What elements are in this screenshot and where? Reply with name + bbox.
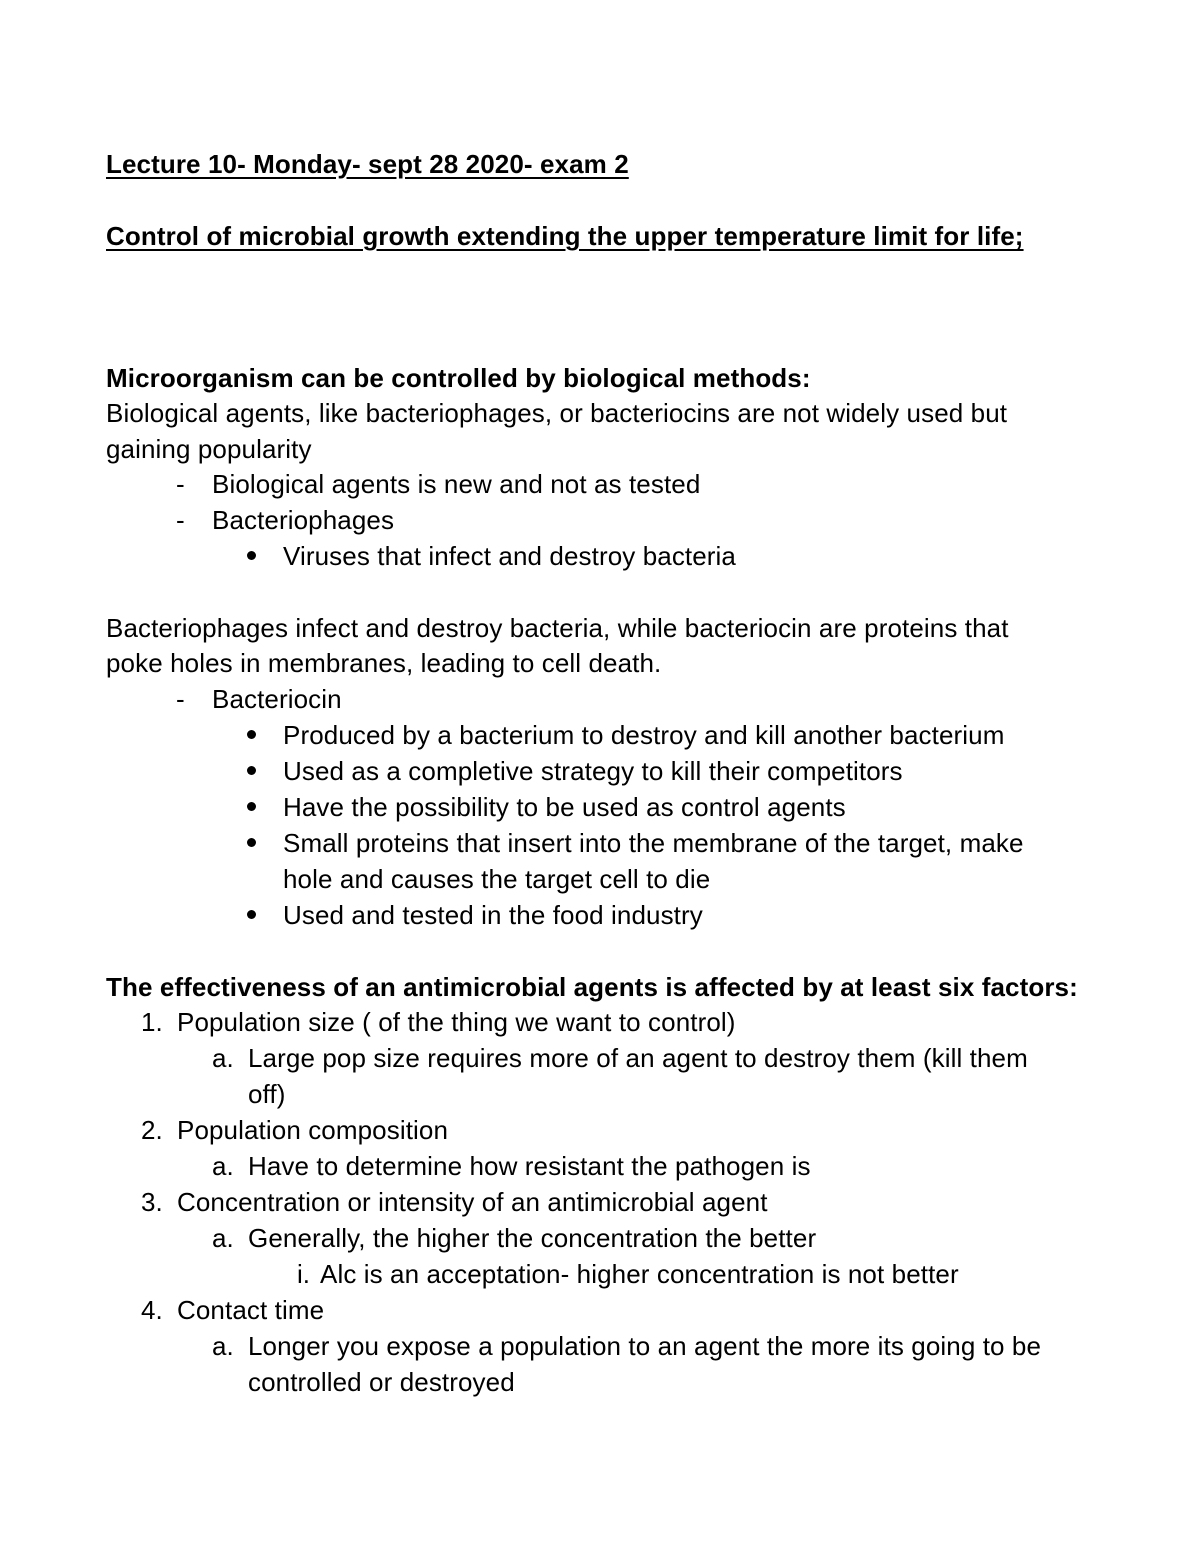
bullet-icon [247,730,256,739]
bullet-icon [247,551,256,560]
bullet-icon [247,838,256,847]
factor-item-1: Population size ( of the thing we want to control) [177,1007,736,1037]
factor-item-4-sub-cont: controlled or destroyed [248,1367,515,1397]
sub-sub-list-marker: i. [297,1259,310,1289]
section1-dash-item-2: Bacteriophages [212,505,395,535]
factor-item-2-sub: Have to determine how resistant the pathogen is [248,1151,811,1181]
sub-list-marker: a. [212,1223,234,1253]
list-number: 3. [141,1187,163,1217]
factor-item-1-sub: Large pop size requires more of an agent to destroy them (kill them [248,1043,1028,1073]
section2-paragraph-line1: Bacteriophages infect and destroy bacteria, while bacteriocin are proteins that [106,613,1009,643]
section2-bullet-item-1: Produced by a bacterium to destroy and kill another bacterium [283,720,1005,750]
sub-list-marker: a. [212,1043,234,1073]
list-number: 2. [141,1115,163,1145]
factor-item-3-subsub: Alc is an acceptation- higher concentration is not better [320,1259,959,1289]
section1-dash-item-1: Biological agents is new and not as tested [212,469,701,499]
section2-bullet-item-4: Small proteins that insert into the membrane of the target, make [283,828,1024,858]
section1-paragraph-line2: gaining popularity [106,434,312,464]
section2-bullet-item-5: Used and tested in the food industry [283,900,703,930]
bullet-icon [247,802,256,811]
section2-bullet-item-3: Have the possibility to be used as control agents [283,792,846,822]
section3-heading: The effectiveness of an antimicrobial agents is affected by at least six factors: [106,972,1078,1002]
section1-bullet-item: Viruses that infect and destroy bacteria [283,541,736,571]
section1-paragraph-line1: Biological agents, like bacteriophages, or bacteriocins are not widely used but [106,398,1008,428]
list-number: 1. [141,1007,163,1037]
section1-heading: Microorganism can be controlled by biological methods: [106,363,811,393]
dash-marker: - [176,469,185,499]
factor-item-4: Contact time [177,1295,325,1325]
section2-bullet-item-2: Used as a completive strategy to kill their competitors [283,756,903,786]
section2-paragraph-line2: poke holes in membranes, leading to cell death. [106,648,662,678]
factor-item-4-sub: Longer you expose a population to an agent the more its going to be [248,1331,1042,1361]
dash-marker: - [176,505,185,535]
bullet-icon [247,910,256,919]
factor-item-1-sub-cont: off) [248,1079,286,1109]
section2-dash-item: Bacteriocin [212,684,342,714]
sub-list-marker: a. [212,1331,234,1361]
factor-item-3: Concentration or intensity of an antimicrobial agent [177,1187,768,1217]
factor-item-3-sub: Generally, the higher the concentration the better [248,1223,817,1253]
section2-bullet-item-4-cont: hole and causes the target cell to die [283,864,711,894]
sub-list-marker: a. [212,1151,234,1181]
list-number: 4. [141,1295,163,1325]
lecture-title: Lecture 10- Monday- sept 28 2020- exam 2 [106,149,629,179]
bullet-icon [247,766,256,775]
factor-item-2: Population composition [177,1115,449,1145]
dash-marker: - [176,684,185,714]
topic-title: Control of microbial growth extending the upper temperature limit for life; [106,221,1024,251]
